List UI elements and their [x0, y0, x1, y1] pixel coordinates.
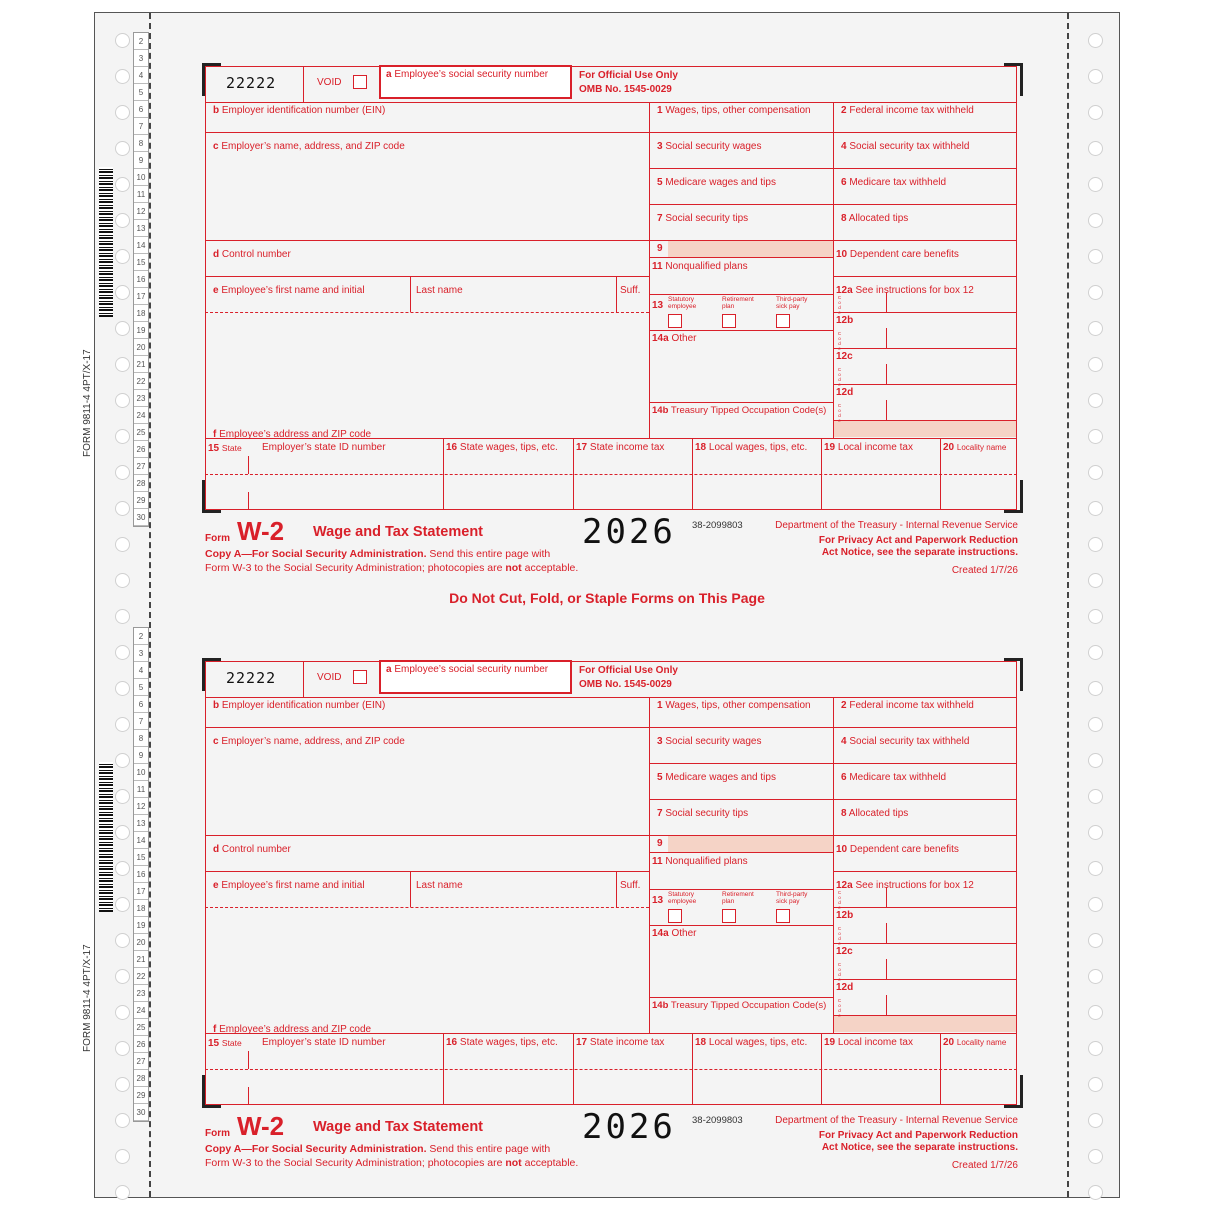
ruler-number: 21	[134, 951, 148, 968]
tractor-hole	[1088, 465, 1103, 480]
retirement-label: Retirement plan	[722, 891, 754, 905]
box-6-label: 6 Medicare tax withheld	[841, 177, 947, 188]
tractor-hole	[1088, 1077, 1103, 1092]
box-1-label: 1 Wages, tips, other compensation	[657, 700, 811, 711]
ruler-number: 23	[134, 390, 148, 407]
tractor-hole	[1088, 645, 1103, 660]
code-letter: C	[837, 926, 842, 931]
control-code: 22222	[226, 74, 277, 92]
box-12b-label: 12b	[836, 910, 854, 921]
tractor-hole	[115, 1113, 130, 1128]
box-11-label: 11 Nonqualified plans	[652, 856, 748, 867]
tractor-hole	[115, 753, 130, 768]
box-2-label: 2 Federal income tax withheld	[841, 105, 974, 116]
ruler-number: 3	[134, 50, 148, 67]
box-8-label: 8 Allocated tips	[841, 808, 909, 819]
ruler-number: 14	[134, 237, 148, 254]
code-letter: e	[838, 346, 841, 351]
box-18-label: 18 Local wages, tips, etc.	[695, 442, 808, 453]
ruler-number: 27	[134, 1053, 148, 1070]
w2-form-copy-1	[200, 60, 1022, 620]
tractor-hole	[1088, 1185, 1103, 1200]
corner-mark	[202, 63, 221, 96]
code-letter: C	[837, 403, 842, 408]
tractor-hole	[115, 33, 130, 48]
corner-mark	[1004, 1075, 1023, 1108]
ruler-number: 7	[134, 118, 148, 135]
code-letter: o	[838, 967, 841, 972]
retirement-checkbox[interactable]	[722, 909, 736, 923]
tractor-hole	[115, 465, 130, 480]
privacy-line1: For Privacy Act and Paperwork Reduction	[818, 1130, 1018, 1141]
tractor-hole	[1088, 681, 1103, 696]
thirdparty-checkbox[interactable]	[776, 909, 790, 923]
box-d-label: d Control number	[213, 249, 291, 260]
ruler-number: 18	[134, 900, 148, 917]
ruler-number: 10	[134, 764, 148, 781]
ruler-number: 20	[134, 339, 148, 356]
ruler-number: 13	[134, 815, 148, 832]
ruler-number: 28	[134, 1070, 148, 1087]
box-19-label: 19 Local income tax	[824, 1037, 913, 1048]
copy-a-line1: Copy A—For Social Security Administration. Send this entire page with	[205, 1143, 551, 1155]
box-d-label: d Control number	[213, 844, 291, 855]
box-10-label: 10 Dependent care benefits	[836, 249, 959, 260]
ruler-number: 26	[134, 1036, 148, 1053]
privacy-line2: Act Notice, see the separate instructions.	[821, 1142, 1018, 1153]
department: Department of the Treasury - Internal Revenue Service	[775, 1115, 1018, 1126]
box-8-label: 8 Allocated tips	[841, 213, 909, 224]
privacy-line2: Act Notice, see the separate instructions.	[821, 547, 1018, 558]
tractor-hole	[115, 897, 130, 912]
code-letter: o	[838, 300, 841, 305]
code-letter: d	[838, 341, 841, 346]
form-number-vertical: FORM 9811-4 4PT/X-17	[82, 944, 93, 1052]
tractor-hole	[115, 681, 130, 696]
form-title: Wage and Tax Statement	[313, 1119, 484, 1135]
tractor-hole	[1088, 933, 1103, 948]
omb-number: OMB No. 1545-0029	[579, 679, 672, 690]
barcode	[99, 762, 113, 912]
tractor-hole	[1088, 825, 1103, 840]
ruler-number: 9	[134, 152, 148, 169]
ruler-number: 5	[134, 679, 148, 696]
box-f-label: f Employee’s address and ZIP code	[213, 429, 372, 440]
form-name: W-2	[237, 1111, 285, 1141]
ruler-number: 2	[134, 33, 148, 50]
ruler-number: 20	[134, 934, 148, 951]
code-letter: e	[838, 310, 841, 315]
code-letter: C	[837, 890, 842, 895]
box-a-label: a Employee’s social security number	[386, 69, 549, 80]
code-letter: o	[838, 895, 841, 900]
tax-year: 2026	[582, 1107, 676, 1147]
tractor-hole	[1088, 501, 1103, 516]
ruler-number: 30	[134, 1104, 148, 1121]
code-letter: o	[838, 372, 841, 377]
statutory-label: Statutory employee	[668, 296, 697, 310]
box-c-label: c Employer’s name, address, and ZIP code	[213, 141, 405, 152]
ruler-number: 25	[134, 1019, 148, 1036]
box-12a-label: 12a See instructions for box 12	[836, 285, 974, 296]
tractor-hole	[1088, 33, 1103, 48]
tractor-hole	[115, 321, 130, 336]
ruler-number: 27	[134, 458, 148, 475]
ruler-number: 29	[134, 492, 148, 509]
ruler-number: 19	[134, 917, 148, 934]
corner-mark	[202, 1075, 221, 1108]
ruler-number: 23	[134, 985, 148, 1002]
corner-mark	[1004, 63, 1023, 96]
tractor-hole	[115, 285, 130, 300]
box-17-label: 17 State income tax	[576, 442, 665, 453]
thirdparty-checkbox[interactable]	[776, 314, 790, 328]
ruler-number: 18	[134, 305, 148, 322]
tractor-hole	[1088, 753, 1103, 768]
ruler-number: 16	[134, 866, 148, 883]
box-4-label: 4 Social security tax withheld	[841, 736, 970, 747]
created-date: Created 1/7/26	[951, 1160, 1018, 1171]
box-15-label: 15 State	[208, 443, 242, 454]
box-18-label: 18 Local wages, tips, etc.	[695, 1037, 808, 1048]
form-title: Wage and Tax Statement	[313, 524, 484, 540]
code-letter: C	[837, 962, 842, 967]
box-3-label: 3 Social security wages	[657, 141, 762, 152]
barcode	[99, 167, 113, 317]
box-a-label: a Employee’s social security number	[386, 664, 549, 675]
box-12-shade	[834, 1016, 1016, 1032]
tractor-hole	[115, 789, 130, 804]
ruler-number: 12	[134, 203, 148, 220]
box-20-label: 20 Locality name	[943, 1037, 1007, 1048]
tractor-hole	[115, 609, 130, 624]
tractor-hole	[1088, 861, 1103, 876]
box-2-label: 2 Federal income tax withheld	[841, 700, 974, 711]
box-7-label: 7 Social security tips	[657, 213, 749, 224]
tax-year: 2026	[582, 512, 676, 552]
corner-mark	[202, 480, 221, 513]
thirdparty-label: Third-party sick pay	[776, 891, 808, 905]
ruler-number: 7	[134, 713, 148, 730]
ruler-number: 24	[134, 407, 148, 424]
copy-a-line2: Form W-3 to the Social Security Administration; photocopies are not acceptable.	[205, 562, 579, 574]
form-number-vertical: FORM 9811-4 4PT/X-17	[82, 349, 93, 457]
created-date: Created 1/7/26	[951, 565, 1018, 576]
tractor-hole	[115, 573, 130, 588]
tractor-hole	[1088, 213, 1103, 228]
tractor-hole	[115, 429, 130, 444]
tractor-hole	[1088, 1041, 1103, 1056]
thirdparty-label: Third-party sick pay	[776, 296, 808, 310]
ruler-number: 30	[134, 509, 148, 526]
tractor-hole	[1088, 177, 1103, 192]
tractor-hole	[1088, 105, 1103, 120]
department: Department of the Treasury - Internal Revenue Service	[775, 520, 1018, 531]
tractor-hole	[1088, 285, 1103, 300]
box-9-label: 9	[657, 838, 663, 849]
tractor-hole	[115, 537, 130, 552]
copy-a-line1: Copy A—For Social Security Administration. Send this entire page with	[205, 548, 551, 560]
box-14a-label: 14a Other	[652, 333, 697, 344]
tractor-hole	[1088, 969, 1103, 984]
tractor-hole	[1088, 609, 1103, 624]
center-warning: Do Not Cut, Fold, or Staple Forms on This Page	[449, 590, 765, 606]
ruler-number: 3	[134, 645, 148, 662]
tractor-hole	[115, 141, 130, 156]
ruler-number: 15	[134, 849, 148, 866]
code-letter: C	[837, 295, 842, 300]
ruler-number: 4	[134, 662, 148, 679]
code-letter: o	[838, 408, 841, 413]
box-13-num: 13	[652, 300, 664, 311]
copy-a-line2: Form W-3 to the Social Security Administration; photocopies are not acceptable.	[205, 1157, 579, 1169]
tractor-hole	[1088, 69, 1103, 84]
ruler-number: 26	[134, 441, 148, 458]
state-id-label: Employer’s state ID number	[262, 442, 386, 453]
ruler-number: 8	[134, 135, 148, 152]
w2-form-copy-2	[200, 655, 1022, 1215]
code-letter: C	[837, 367, 842, 372]
box-1-label: 1 Wages, tips, other compensation	[657, 105, 811, 116]
suffix-label: Suff.	[620, 285, 641, 296]
tractor-hole	[115, 1077, 130, 1092]
statutory-checkbox[interactable]	[668, 314, 682, 328]
box-9-label: 9	[657, 243, 663, 254]
void-label: VOID	[317, 672, 342, 683]
line-ruler	[133, 32, 149, 527]
code-letter: d	[838, 972, 841, 977]
tractor-hole	[1088, 141, 1103, 156]
statutory-checkbox[interactable]	[668, 909, 682, 923]
retirement-label: Retirement plan	[722, 296, 754, 310]
box-10-label: 10 Dependent care benefits	[836, 844, 959, 855]
tractor-hole	[115, 177, 130, 192]
tractor-hole	[115, 717, 130, 732]
box-16-label: 16 State wages, tips, etc.	[446, 442, 558, 453]
box-19-label: 19 Local income tax	[824, 442, 913, 453]
ruler-number: 9	[134, 747, 148, 764]
line-ruler	[133, 627, 149, 1122]
code-letter: d	[838, 936, 841, 941]
ruler-number: 14	[134, 832, 148, 849]
ruler-number: 5	[134, 84, 148, 101]
tractor-hole	[115, 1149, 130, 1164]
form-word: Form	[205, 1128, 230, 1139]
statutory-label: Statutory employee	[668, 891, 697, 905]
void-checkbox[interactable]	[353, 670, 367, 684]
tractor-hole	[1088, 429, 1103, 444]
code-letter: o	[838, 1003, 841, 1008]
box-12c-label: 12c	[836, 351, 853, 362]
tractor-hole	[115, 393, 130, 408]
box-20-label: 20 Locality name	[943, 442, 1007, 453]
box-12d-label: 12d	[836, 982, 854, 993]
ruler-number: 6	[134, 696, 148, 713]
tractor-hole	[1088, 1005, 1103, 1020]
code-letter: e	[838, 977, 841, 982]
ruler-number: 22	[134, 373, 148, 390]
box-b-label: b Employer identification number (EIN)	[213, 105, 386, 116]
code-letter: o	[838, 931, 841, 936]
ruler-number: 15	[134, 254, 148, 271]
corner-mark	[1004, 480, 1023, 513]
code-letter: o	[838, 336, 841, 341]
box-9-shade	[668, 241, 833, 257]
ruler-number: 29	[134, 1087, 148, 1104]
ruler-number: 17	[134, 883, 148, 900]
tractor-hole	[115, 501, 130, 516]
corner-mark	[1004, 658, 1023, 691]
tractor-hole	[115, 105, 130, 120]
code-letter: d	[838, 413, 841, 418]
code-letter: d	[838, 900, 841, 905]
box-b-label: b Employer identification number (EIN)	[213, 700, 386, 711]
box-9-shade	[668, 836, 833, 852]
code-letter: d	[838, 1008, 841, 1013]
code-letter: e	[838, 941, 841, 946]
box-4-label: 4 Social security tax withheld	[841, 141, 970, 152]
box-12d-label: 12d	[836, 387, 854, 398]
ruler-number: 6	[134, 101, 148, 118]
void-label: VOID	[317, 77, 342, 88]
box-13-num: 13	[652, 895, 664, 906]
box-15-label: 15 State	[208, 1038, 242, 1049]
box-14b-label: 14b Treasury Tipped Occupation Code(s)	[652, 405, 827, 416]
catalog-number: 38-2099803	[692, 1115, 743, 1126]
code-letter: e	[838, 382, 841, 387]
form-word: Form	[205, 533, 230, 544]
official-use: For Official Use Only	[579, 665, 678, 676]
tractor-hole	[1088, 897, 1103, 912]
box-e-label: e Employee’s first name and initial	[213, 285, 365, 296]
ruler-number: 22	[134, 968, 148, 985]
last-name-label: Last name	[416, 285, 463, 296]
ruler-number: 4	[134, 67, 148, 84]
box-c-label: c Employer’s name, address, and ZIP code	[213, 736, 405, 747]
last-name-label: Last name	[416, 880, 463, 891]
box-11-label: 11 Nonqualified plans	[652, 261, 748, 272]
box-12b-label: 12b	[836, 315, 854, 326]
code-letter: e	[838, 905, 841, 910]
ruler-number: 13	[134, 220, 148, 237]
tractor-hole	[1088, 393, 1103, 408]
tractor-hole	[1088, 789, 1103, 804]
code-letter: e	[838, 418, 841, 423]
box-14b-label: 14b Treasury Tipped Occupation Code(s)	[652, 1000, 827, 1011]
ruler-number: 16	[134, 271, 148, 288]
privacy-line1: For Privacy Act and Paperwork Reduction	[818, 535, 1018, 546]
omb-number: OMB No. 1545-0029	[579, 84, 672, 95]
tractor-hole	[115, 1041, 130, 1056]
ruler-number: 17	[134, 288, 148, 305]
code-letter: e	[838, 1013, 841, 1018]
box-17-label: 17 State income tax	[576, 1037, 665, 1048]
box-12-shade	[834, 421, 1016, 437]
tractor-hole	[115, 249, 130, 264]
ruler-number: 10	[134, 169, 148, 186]
tractor-hole	[115, 645, 130, 660]
ruler-number: 2	[134, 628, 148, 645]
box-e-label: e Employee’s first name and initial	[213, 880, 365, 891]
form-name: W-2	[237, 516, 285, 546]
box-f-label: f Employee’s address and ZIP code	[213, 1024, 372, 1035]
tractor-hole	[1088, 357, 1103, 372]
ruler-number: 11	[134, 781, 148, 798]
ruler-number: 25	[134, 424, 148, 441]
tractor-hole	[1088, 573, 1103, 588]
ruler-number: 11	[134, 186, 148, 203]
tractor-hole	[115, 1185, 130, 1200]
catalog-number: 38-2099803	[692, 520, 743, 531]
corner-mark	[202, 658, 221, 691]
tractor-hole	[115, 1005, 130, 1020]
tractor-hole	[1088, 717, 1103, 732]
tractor-hole	[115, 861, 130, 876]
tractor-hole	[115, 357, 130, 372]
tractor-hole	[1088, 1149, 1103, 1164]
box-7-label: 7 Social security tips	[657, 808, 749, 819]
box-12a-label: 12a See instructions for box 12	[836, 880, 974, 891]
box-5-label: 5 Medicare wages and tips	[657, 177, 776, 188]
code-letter: C	[837, 331, 842, 336]
box-12c-label: 12c	[836, 946, 853, 957]
tractor-hole	[1088, 321, 1103, 336]
tractor-hole	[115, 969, 130, 984]
code-letter: d	[838, 305, 841, 310]
tractor-hole	[1088, 249, 1103, 264]
tractor-hole	[1088, 537, 1103, 552]
control-code: 22222	[226, 669, 277, 687]
ruler-number: 28	[134, 475, 148, 492]
code-letter: C	[837, 998, 842, 1003]
box-6-label: 6 Medicare tax withheld	[841, 772, 947, 783]
tractor-hole	[115, 933, 130, 948]
box-14a-label: 14a Other	[652, 928, 697, 939]
state-id-label: Employer’s state ID number	[262, 1037, 386, 1048]
tractor-hole	[115, 69, 130, 84]
suffix-label: Suff.	[620, 880, 641, 891]
box-5-label: 5 Medicare wages and tips	[657, 772, 776, 783]
void-checkbox[interactable]	[353, 75, 367, 89]
ruler-number: 12	[134, 798, 148, 815]
box-16-label: 16 State wages, tips, etc.	[446, 1037, 558, 1048]
code-letter: d	[838, 377, 841, 382]
tractor-hole	[115, 825, 130, 840]
tractor-hole	[1088, 1113, 1103, 1128]
tractor-hole	[115, 213, 130, 228]
box-3-label: 3 Social security wages	[657, 736, 762, 747]
retirement-checkbox[interactable]	[722, 314, 736, 328]
ruler-number: 19	[134, 322, 148, 339]
official-use: For Official Use Only	[579, 70, 678, 81]
ruler-number: 24	[134, 1002, 148, 1019]
ruler-number: 21	[134, 356, 148, 373]
ruler-number: 8	[134, 730, 148, 747]
